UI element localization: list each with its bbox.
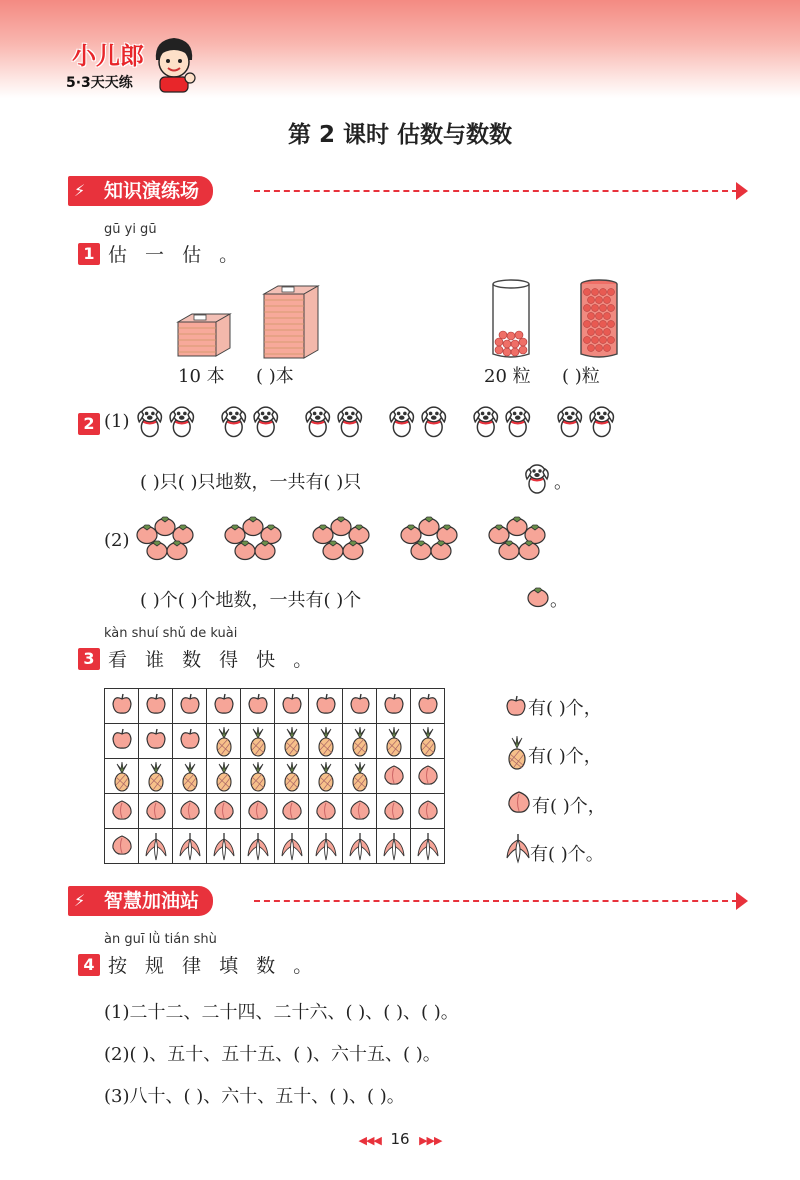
- banana-icon: [212, 832, 236, 860]
- pineapple-icon: [280, 727, 304, 755]
- dog-icon: [170, 407, 193, 436]
- fruit-counting-grid: [104, 688, 445, 864]
- pineapple-icon: [314, 762, 338, 790]
- section-tag: [68, 886, 213, 916]
- dog-icon: [558, 407, 581, 436]
- brand-logo: 小儿郎: [72, 42, 144, 70]
- large-bead-jar-image: [578, 278, 620, 362]
- q4-line2[interactable]: (2)( )、五十、五十五、( )、六十五、( )。: [104, 1044, 441, 1065]
- q3-pinyin: kàn shuí shǔ de kuài: [104, 626, 238, 641]
- peach-icon: [110, 797, 134, 825]
- dog-icon: [338, 407, 361, 436]
- pineapple-icon: [506, 736, 528, 770]
- persimmon-icon: [419, 517, 439, 536]
- pineapple-icon: [280, 762, 304, 790]
- section-tag: [68, 176, 213, 206]
- grid-cell: [377, 829, 411, 864]
- grid-cell: [411, 759, 445, 794]
- persimmon-icon: [137, 525, 157, 544]
- grid-cell: [377, 724, 411, 759]
- grid-cell: [411, 794, 445, 829]
- q4-number: 4: [78, 954, 100, 976]
- banana-icon: [314, 832, 338, 860]
- banana-icon: [504, 832, 532, 864]
- q2-part1-end: 。: [554, 472, 572, 493]
- grid-cell: [241, 759, 275, 794]
- grid-row: [105, 759, 445, 794]
- grid-cell: [105, 689, 139, 724]
- lesson-title: 第 2 课时 估数与数数: [287, 122, 513, 148]
- grid-cell: [377, 794, 411, 829]
- section-header-wisdom: [68, 886, 748, 916]
- persimmon-icon: [225, 525, 245, 544]
- peach-icon: [382, 762, 406, 790]
- grid-cell: [343, 794, 377, 829]
- q2-part2-end: 。: [550, 590, 568, 611]
- beads-known-label: 20 粒: [484, 366, 531, 387]
- grid-cell: [309, 724, 343, 759]
- pineapple-icon: [178, 762, 202, 790]
- peach-icon: [506, 788, 532, 814]
- grid-cell: [173, 759, 207, 794]
- q4-line1[interactable]: (1)二十二、二十四、二十六、( )、( )、( )。: [104, 1002, 459, 1023]
- grid-cell: [309, 759, 343, 794]
- peach-icon: [416, 762, 440, 790]
- grid-cell: [173, 689, 207, 724]
- grid-cell: [343, 724, 377, 759]
- q3-text: 看 谁 数 得 快 。: [108, 649, 319, 671]
- apple-icon: [382, 692, 406, 720]
- persimmon-icon: [243, 517, 263, 536]
- large-book-stack-image: [262, 284, 322, 360]
- banana-icon: [246, 832, 270, 860]
- q1-text: 估 一 估 。: [108, 244, 245, 266]
- dog-pairs-image: [134, 402, 624, 442]
- peach-icon: [212, 797, 236, 825]
- section-title: 知识演练场: [104, 180, 200, 202]
- apple-icon: [348, 692, 372, 720]
- q2-part1-label: (1): [104, 411, 130, 432]
- grid-cell: [377, 689, 411, 724]
- apple-icon: [212, 692, 236, 720]
- apple-icon: [110, 727, 134, 755]
- grid-cell: [309, 794, 343, 829]
- pineapple-icon: [246, 762, 270, 790]
- peach-icon: [144, 797, 168, 825]
- peach-icon: [280, 797, 304, 825]
- grid-cell: [207, 724, 241, 759]
- banana-icon: [416, 832, 440, 860]
- banana-icon: [144, 832, 168, 860]
- grid-cell: [275, 794, 309, 829]
- grid-cell: [343, 759, 377, 794]
- persimmon-icon: [323, 541, 343, 560]
- q2-part2-answer[interactable]: ( )个( )个地数，一共有( )个: [140, 590, 362, 611]
- banana-count-blank[interactable]: 有( )个。: [530, 844, 604, 865]
- grid-cell: [139, 794, 173, 829]
- beads-answer-blank[interactable]: ( )粒: [562, 366, 600, 387]
- banana-icon: [280, 832, 304, 860]
- apple-icon: [178, 727, 202, 755]
- apple-icon: [314, 692, 338, 720]
- peach-icon: [348, 797, 372, 825]
- dog-icon: [522, 462, 552, 496]
- grid-cell: [411, 689, 445, 724]
- grid-cell: [377, 759, 411, 794]
- grid-cell: [139, 759, 173, 794]
- pineapple-icon: [212, 762, 236, 790]
- books-known-label: 10 本: [178, 366, 225, 387]
- dog-icon: [138, 407, 161, 436]
- grid-row: [105, 794, 445, 829]
- grid-row: [105, 724, 445, 759]
- apple-icon: [178, 692, 202, 720]
- grid-cell: [105, 829, 139, 864]
- grid-cell: [411, 829, 445, 864]
- grid-cell: [173, 794, 207, 829]
- apple-icon: [280, 692, 304, 720]
- arrows-right-icon: ▶▶▶: [419, 1134, 442, 1147]
- q1-pinyin: gū yi gū: [104, 222, 157, 237]
- brand-subtitle: 5·3天天练: [66, 75, 133, 91]
- grid-cell: [275, 829, 309, 864]
- persimmon-icon: [235, 541, 255, 560]
- page-number: 16: [390, 1130, 410, 1148]
- running-figure-icon: ⚡: [74, 891, 86, 910]
- grid-cell: [275, 689, 309, 724]
- banana-icon: [382, 832, 406, 860]
- arrow-right-icon: [736, 892, 748, 910]
- banana-icon: [178, 832, 202, 860]
- persimmon-icon: [507, 517, 527, 536]
- grid-cell: [105, 724, 139, 759]
- pineapple-icon: [382, 727, 406, 755]
- grid-cell: [241, 829, 275, 864]
- pineapple-icon: [314, 727, 338, 755]
- small-bead-jar-image: [490, 278, 532, 362]
- grid-cell: [309, 689, 343, 724]
- small-book-stack-image: [176, 312, 232, 358]
- pineapple-icon: [110, 762, 134, 790]
- grid-cell: [139, 689, 173, 724]
- pineapple-icon: [348, 727, 372, 755]
- peach-icon: [178, 797, 202, 825]
- pineapple-icon: [416, 727, 440, 755]
- q2-part2-label: (2): [104, 530, 130, 551]
- apple-icon: [144, 692, 168, 720]
- grid-cell: [139, 829, 173, 864]
- grid-cell: [139, 724, 173, 759]
- persimmon-icon: [489, 525, 509, 544]
- grid-cell: [309, 829, 343, 864]
- apple-icon: [246, 692, 270, 720]
- running-figure-icon: ⚡: [74, 181, 86, 200]
- peach-icon: [246, 797, 270, 825]
- grid-cell: [275, 759, 309, 794]
- peach-icon: [382, 797, 406, 825]
- q2-number: 2: [78, 413, 100, 435]
- persimmon-icon: [411, 541, 431, 560]
- grid-cell: [275, 724, 309, 759]
- pineapple-icon: [348, 762, 372, 790]
- q4-line3[interactable]: (3)八十、( )、六十、五十、( )、( )。: [104, 1086, 405, 1107]
- apple-icon: [504, 694, 528, 718]
- grid-cell: [173, 724, 207, 759]
- grid-cell: [207, 689, 241, 724]
- dog-icon: [390, 407, 413, 436]
- dog-icon: [306, 407, 329, 436]
- q3-number: 3: [78, 648, 100, 670]
- grid-cell: [207, 759, 241, 794]
- persimmon-icon: [401, 525, 421, 544]
- grid-cell: [241, 724, 275, 759]
- pineapple-count-blank[interactable]: 有( )个，: [528, 746, 602, 767]
- dog-icon: [222, 407, 245, 436]
- dog-icon: [422, 407, 445, 436]
- dash-line: [254, 900, 738, 902]
- mascot-boy-icon: [148, 34, 200, 94]
- pineapple-icon: [246, 727, 270, 755]
- grid-cell: [105, 794, 139, 829]
- apple-icon: [110, 692, 134, 720]
- persimmon-icon: [313, 525, 333, 544]
- grid-row: [105, 689, 445, 724]
- q1-number: 1: [78, 243, 100, 265]
- q2-part1-answer[interactable]: ( )只( )只地数，一共有( )只: [140, 472, 362, 493]
- persimmon-icon: [499, 541, 519, 560]
- fruit-groups-image: [136, 512, 556, 568]
- dog-icon: [506, 407, 529, 436]
- section-title: 智慧加油站: [104, 890, 200, 912]
- apple-icon: [144, 727, 168, 755]
- peach-icon: [110, 832, 134, 860]
- pineapple-icon: [144, 762, 168, 790]
- peach-count-blank[interactable]: 有( )个，: [532, 796, 606, 817]
- grid-cell: [241, 794, 275, 829]
- grid-cell: [241, 689, 275, 724]
- apple-count-blank[interactable]: 有( )个，: [528, 698, 602, 719]
- section-header-knowledge: [68, 176, 748, 206]
- banana-icon: [348, 832, 372, 860]
- peach-icon: [314, 797, 338, 825]
- grid-cell: [207, 829, 241, 864]
- arrow-right-icon: [736, 182, 748, 200]
- dog-icon: [254, 407, 277, 436]
- persimmon-icon: [331, 517, 351, 536]
- persimmon-icon: [526, 584, 550, 608]
- persimmon-icon: [155, 517, 175, 536]
- dash-line: [254, 190, 738, 192]
- grid-row: [105, 829, 445, 864]
- grid-cell: [411, 724, 445, 759]
- dog-icon: [474, 407, 497, 436]
- q4-pinyin: àn guī lǜ tián shù: [104, 932, 217, 947]
- persimmon-icon: [147, 541, 167, 560]
- grid-cell: [343, 829, 377, 864]
- grid-cell: [173, 829, 207, 864]
- grid-cell: [105, 759, 139, 794]
- pineapple-icon: [212, 727, 236, 755]
- q4-text: 按 规 律 填 数 。: [108, 955, 319, 977]
- grid-cell: [343, 689, 377, 724]
- books-answer-blank[interactable]: ( )本: [256, 366, 294, 387]
- page-footer: [0, 1130, 800, 1148]
- grid-cell: [207, 794, 241, 829]
- apple-icon: [416, 692, 440, 720]
- peach-icon: [416, 797, 440, 825]
- arrows-left-icon: ◀◀◀: [358, 1134, 381, 1147]
- dog-icon: [590, 407, 613, 436]
